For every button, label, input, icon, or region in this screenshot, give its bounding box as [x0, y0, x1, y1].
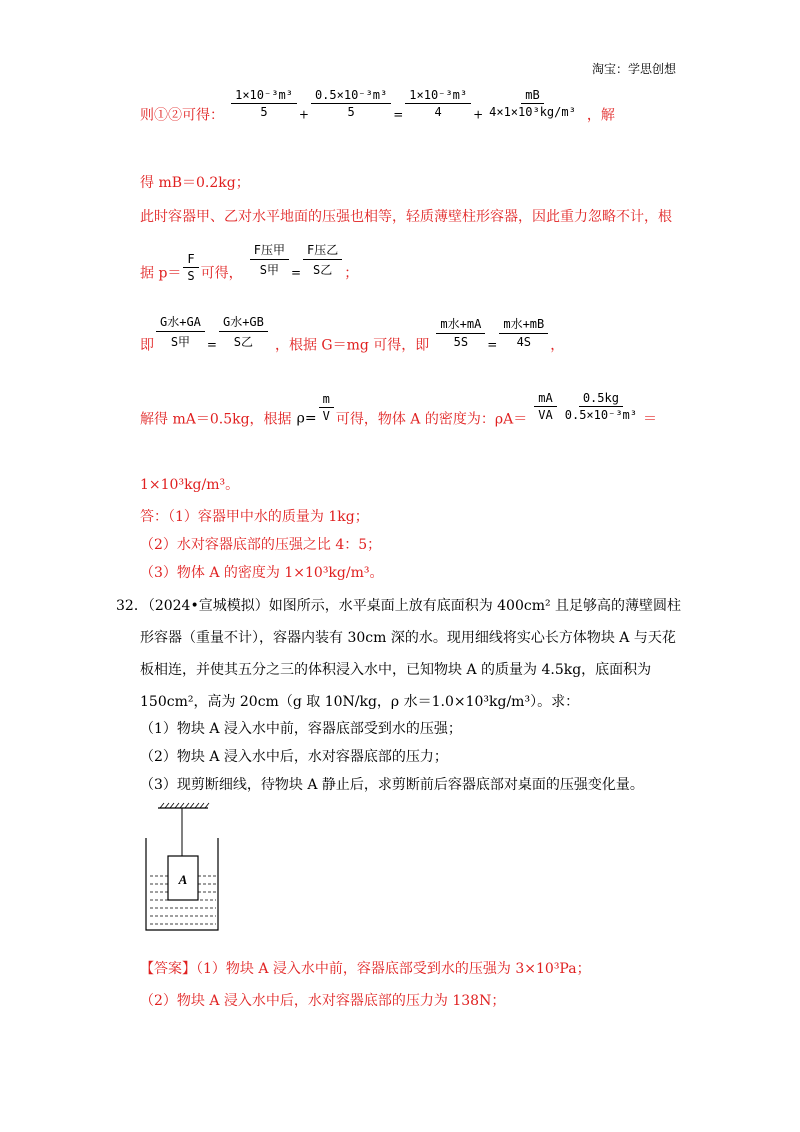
frac-den: S甲 — [259, 263, 279, 277]
header-brand: 淘宝：学思创想 — [591, 62, 676, 76]
frac-den: 4×1×10³kg/m³ — [489, 105, 576, 119]
q32-sub-3: （3）现剪断细线，待物块 A 静止后，求剪断前后容器底部对桌面的压强变化量。 — [140, 777, 644, 793]
frac-num: m — [319, 392, 334, 408]
frac-den: 0.5×10⁻³m³ — [564, 408, 637, 422]
frac-den: 5 — [347, 105, 355, 119]
q32-line-3: 板相连，并使其五分之三的体积浸入水中，已知物块 A 的质量为 4.5kg，底面积为 — [140, 662, 652, 678]
frac-num: mB — [521, 88, 543, 104]
container-figure — [140, 800, 230, 940]
q32-sub-2: （2）物块 A 浸入水中后，水对容器底部的压力； — [140, 749, 448, 765]
m-end: ， — [550, 337, 565, 354]
eq1-prefix: 则①②可得： — [140, 107, 224, 124]
answer-line-1 — [140, 958, 591, 978]
frac-num: 0.5kg — [579, 391, 623, 407]
answer-2: （2）水对容器底部的压强之比 4：5； — [140, 537, 382, 553]
q32-line-2: 形容器（重量不计），容器内装有 30cm 深的水。现用细线将实心长方体物块 A 与天花 — [140, 630, 676, 646]
g-mid: ，根据 G＝mg 可得，即 — [274, 337, 430, 354]
frac-num: 1×10⁻³m³ — [405, 88, 471, 104]
q32-line-1: 32．（2024•宣城模拟）如图所示，水平桌面上放有底面积为 400cm² 且足够高的薄壁圆柱 — [116, 598, 682, 614]
equation-density — [140, 391, 657, 429]
frac-num: 0.5×10⁻³m³ — [311, 88, 391, 104]
rho-end: ＝ — [643, 411, 657, 428]
q32-line-4: 150cm²，高为 20cm（g 取 10N/kg，ρ 水＝1.0×10³kg/m³）。求： — [140, 694, 580, 710]
frac-num: m水+mA — [436, 315, 485, 334]
rho-result: 1×10³kg/m³。 — [140, 477, 240, 493]
frac-den: 4 — [434, 105, 442, 119]
frac-num: G水+GB — [219, 313, 268, 332]
answer-3: （3）物体 A 的密度为 1×10³kg/m³。 — [140, 565, 384, 581]
rho-prefix: 解得 mA＝0.5kg，根据 — [140, 411, 292, 428]
frac-num: F — [183, 252, 198, 268]
frac-num: F压乙 — [303, 241, 342, 260]
rho-symbol: ρ= — [296, 410, 317, 427]
equation-1: 则①②可得： $\frac{\text{1×10⁻³m³}}{5}$ + $\frac{\text{0.5×10⁻³m³}}{5}$ = $\frac{\text{1×10⁻³m³}}{4}$ + $\frac{mB}{\text{4×1×10³kg/m³}}$ ，解 — [140, 88, 615, 124]
equation-pressure: 据 p＝ $\frac{F}{S}$ 可得， $\frac{\text{F压甲}}{\text{S甲}}$ = $\frac{\text{F压乙}}{\text{S乙}}$ ； — [140, 243, 359, 283]
eq1-suffix: ，解 — [586, 107, 615, 124]
answer-a1: （1）物块 A 浸入水中前，容器底部受到水的压强为 3×10³Pa； — [196, 961, 591, 977]
answer-1: 答：（1）容器甲中水的质量为 1kg； — [140, 509, 369, 525]
frac-den: S甲 — [170, 335, 191, 349]
frac-den: S乙 — [233, 335, 254, 349]
solution-line-2: 得 mB＝0.2kg； — [140, 175, 250, 191]
frac-num: G水+GA — [156, 313, 205, 332]
frac-den: 5S — [453, 334, 469, 349]
frac-num: mA — [534, 391, 556, 407]
block-a-label: A — [178, 872, 188, 887]
frac-den: S — [187, 269, 195, 283]
frac-num: F压甲 — [250, 241, 289, 260]
frac-num: 1×10⁻³m³ — [231, 88, 297, 104]
rho-mid: 可得，物体 A 的密度为：ρA＝ — [335, 411, 528, 428]
q32-sub-1: （1）物块 A 浸入水中前，容器底部受到水的压强； — [140, 721, 462, 737]
equation-gravity: 即 $\frac{\text{G水+GA}}{\text{S甲}}$ = $\frac{\text{G水+GB}}{\text{S乙}}$ ，根据 G＝mg 可得，即 $\frac{\text{m水+mA}}{5S}$ = $\frac{\text{m水+mB}}{4S}$ ， — [140, 315, 565, 354]
answer-a2: （2）物块 A 浸入水中后，水对容器底部的压力为 138N； — [140, 993, 506, 1009]
frac-den: 5 — [260, 105, 268, 119]
p-end: ； — [344, 265, 359, 282]
question-32 — [116, 590, 681, 718]
p-mid: 可得， — [200, 265, 243, 282]
frac-den: 4S — [516, 334, 532, 349]
solution-line-3: 此时容器甲、乙对水平地面的压强也相等，轻质薄壁柱形容器，因此重力忽略不计，根 — [140, 209, 672, 225]
frac-den: S乙 — [313, 263, 333, 277]
frac-den: V — [322, 409, 330, 423]
answer-tag: 【答案】 — [140, 961, 196, 977]
frac-den: VA — [538, 408, 553, 422]
g-prefix: 即 — [140, 337, 154, 354]
p-prefix: 据 p＝ — [140, 265, 182, 282]
frac-num: m水+mB — [499, 315, 548, 334]
